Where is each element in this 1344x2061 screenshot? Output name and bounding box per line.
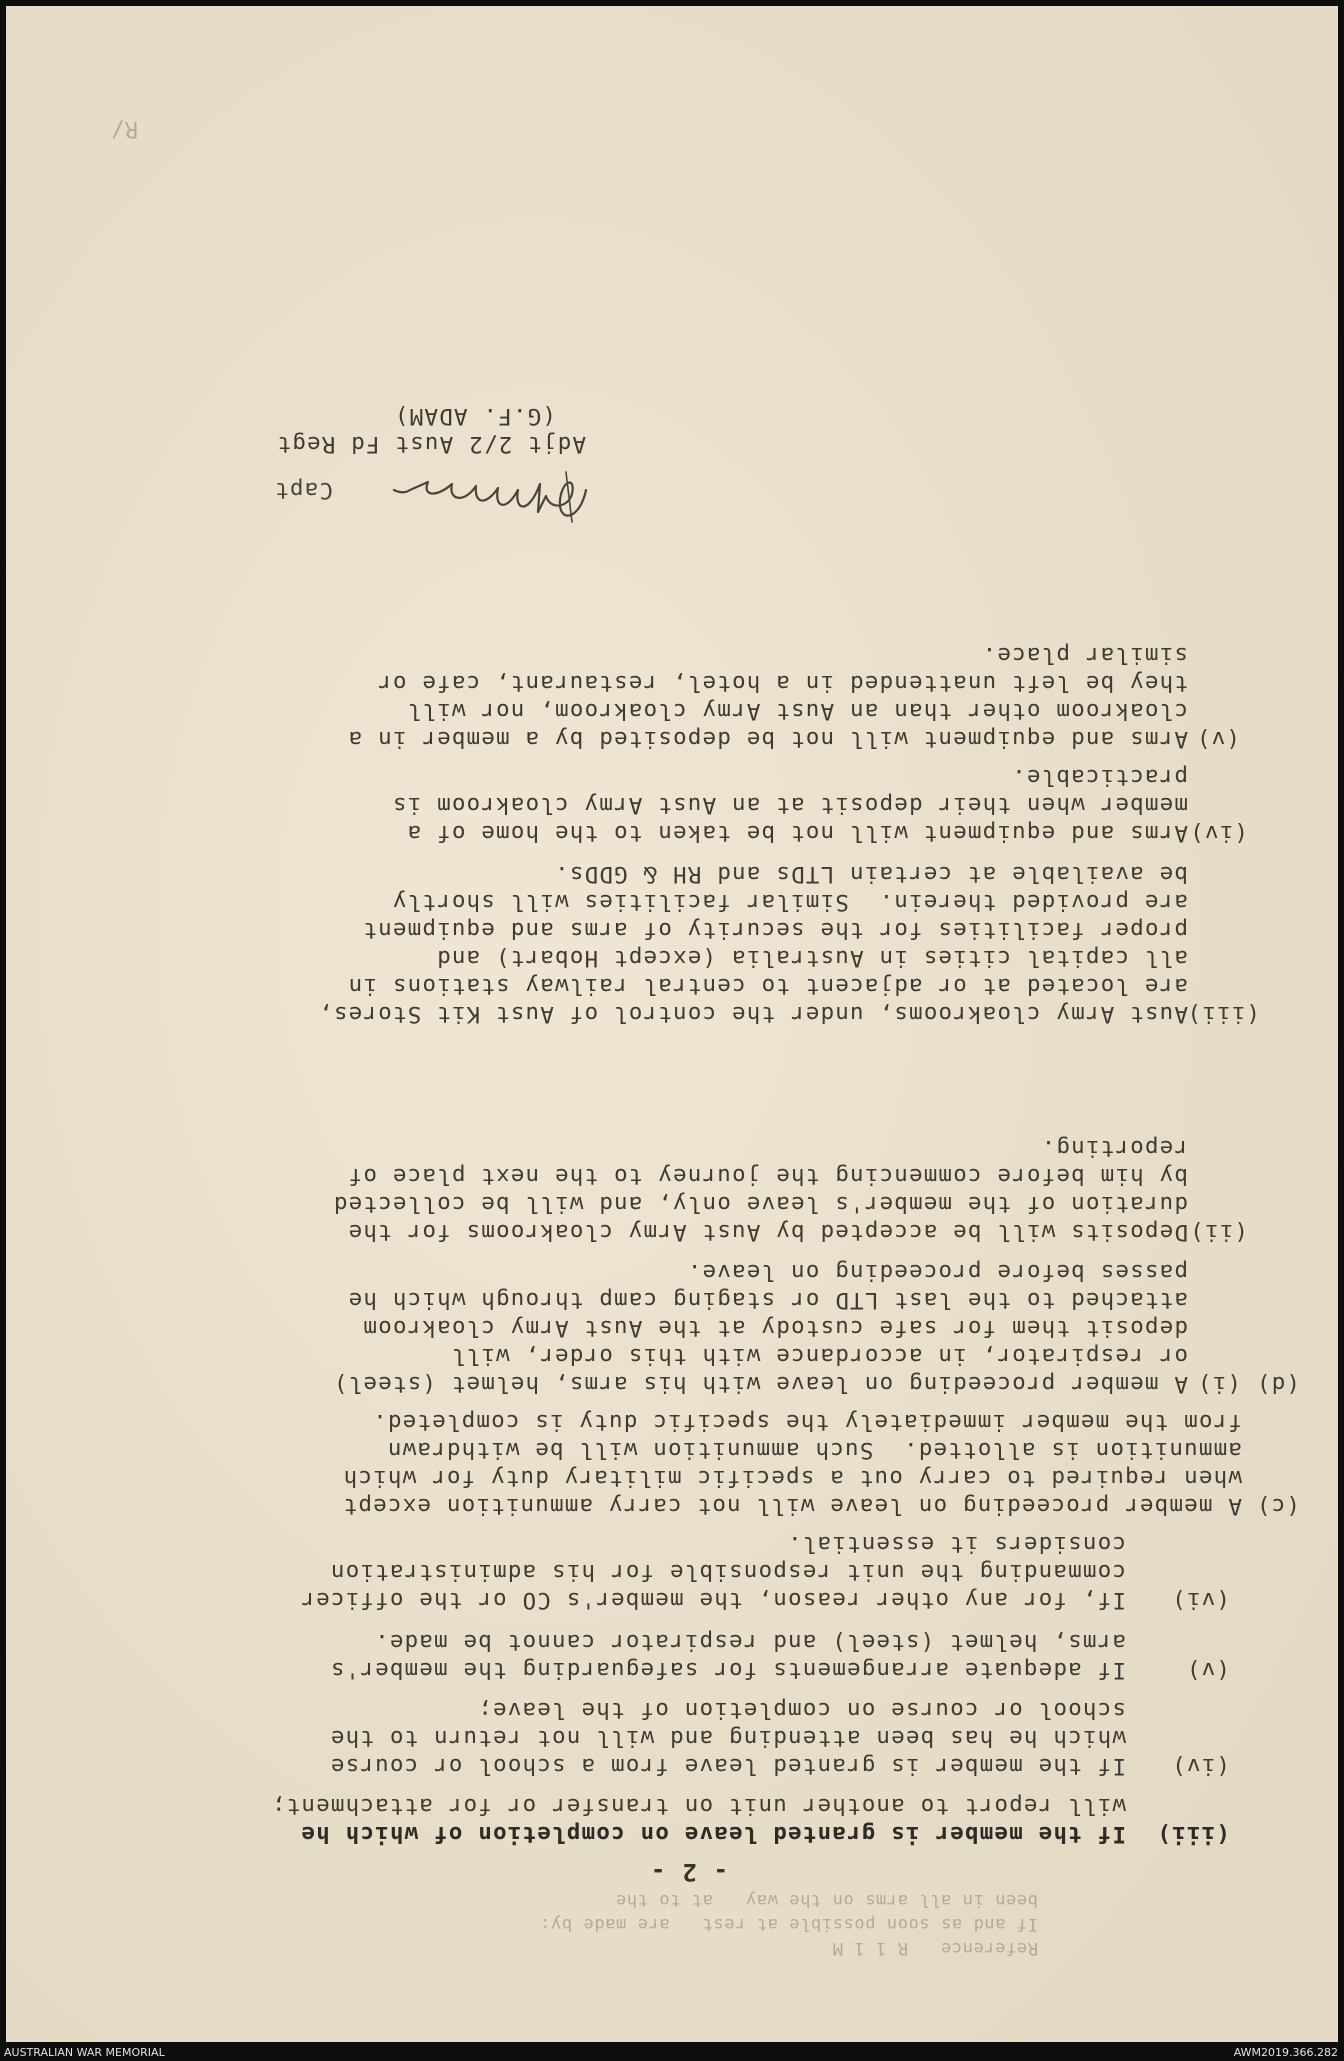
handwritten-signature [328,466,598,530]
page-number: - 2 - [649,1858,728,1886]
paragraph-line: will report to another unit on transfer or for attachment; [270,1793,1126,1819]
paragraph-line: Arms and equipment will not be taken to the home of a [406,820,1188,846]
paragraph-line: school or course on completion of the leave; [477,1697,1126,1723]
paragraph-marker: (v) [1195,726,1240,752]
paragraph-marker: (c) [1255,1493,1300,1519]
document-page [6,6,1338,2042]
paragraph-marker: (iv) [1171,1753,1230,1779]
paragraph-line: be available at certain LTDs and RH & GDDs. [553,861,1188,887]
paragraph-line: which he has been attending and will not return to the [329,1725,1126,1751]
paragraph-line: they be left unattended in a hotel, restaurant, cafe or [376,670,1188,696]
signature-rank: Capt [274,477,333,503]
paragraph-line: similar place. [981,642,1188,668]
paragraph-line: all capital cities in Australia (except Hobart) and [435,945,1188,971]
paragraph-marker: (v) [1185,1657,1230,1683]
paragraph-line: are provided therein. Similar facilities will shortly [391,889,1188,915]
paragraph-line: or respirator, in accordance with this order, will [450,1343,1188,1369]
paragraph-marker: (iii) [1156,1821,1230,1847]
paragraph-line: commanding the unit responsible for his administration [329,1559,1126,1585]
paragraph-marker: (iii) [1186,1001,1260,1027]
paragraph-line: cloakroom other than an Aust Army cloakroom, nor will [406,698,1188,724]
paragraph-line: ammunition is allotted. Such ammunition will be withdrawn [386,1437,1242,1463]
faint-header-line: Reference R 1 1 M [832,1938,1038,1958]
paragraph-line: practicable. [1011,764,1188,790]
paragraph-line: Deposits will be accepted by Aust Army cloakrooms for the [347,1219,1188,1245]
upside-down-page-content [6,6,1338,2042]
paragraph-line: by him before commencing the journey to the next place of [347,1163,1188,1189]
signature-appointment: Adjt 2/2 Aust Fd Regt [276,431,586,457]
paragraph-marker: (iv) [1189,820,1248,846]
paragraph-line: are located at or adjacent to central railway stations in [347,973,1188,999]
archive-footer [0,2044,1344,2061]
paragraph-line: considers it essential. [786,1531,1126,1557]
paragraph-line: A member proceeding on leave with his arms, helmet (steel) [332,1371,1188,1397]
faint-header-line: been in all arms on the way at to the [615,1890,1038,1910]
paragraph-line: when required to carry out a specific military duty for which [342,1465,1242,1491]
paragraph-line: from the member immediately the specific duty is completed. [371,1409,1242,1435]
paragraph-marker: (ii) [1189,1219,1248,1245]
paragraph-line: Aust Army cloakrooms, under the control of Aust Kit Stores, [317,1001,1188,1027]
paragraph-line: reporting. [1040,1135,1188,1161]
signature-name: (G.F. ADAM) [393,403,556,429]
paragraph-line: proper facilities for the security of arms and equipment [362,917,1188,943]
archive-reference: AWM2019.366.282 [1233,2046,1338,2059]
corner-mark: R/ [110,116,138,141]
paragraph-marker: (vi) [1171,1587,1230,1613]
paragraph-line: If the member is granted leave on completion of which he [300,1821,1126,1847]
paragraph-line: If adequate arrangements for safeguarding the member's [329,1657,1126,1683]
archive-credit: AUSTRALIAN WAR MEMORIAL [4,2046,165,2059]
paragraph-line: duration of the member's leave only, and will be collected [332,1191,1188,1217]
faint-header-line: If and as soon possible at rest are made by: [539,1914,1038,1934]
paragraph-line: attached to the last LTD or staging camp through which he [347,1287,1188,1313]
paragraph-line: arms, helmet (steel) and respirator cannot be made. [373,1629,1126,1655]
paragraph-line: A member proceeding on leave will not carry ammunition except [342,1493,1242,1519]
paragraph-line: passes before proceeding on leave. [686,1259,1188,1285]
paragraph-marker: (d) (i) [1196,1371,1300,1397]
paragraph-line: member when their deposit at an Aust Army cloakroom is [391,792,1188,818]
paragraph-line: If, for any other reason, the member's CO or the officer [300,1587,1126,1613]
paragraph-line: Arms and equipment will not be deposited by a member in a [347,726,1188,752]
paragraph-line: If the member is granted leave from a school or course [329,1753,1126,1779]
paragraph-line: deposit them for safe custody at the Aust Army cloakroom [362,1315,1188,1341]
